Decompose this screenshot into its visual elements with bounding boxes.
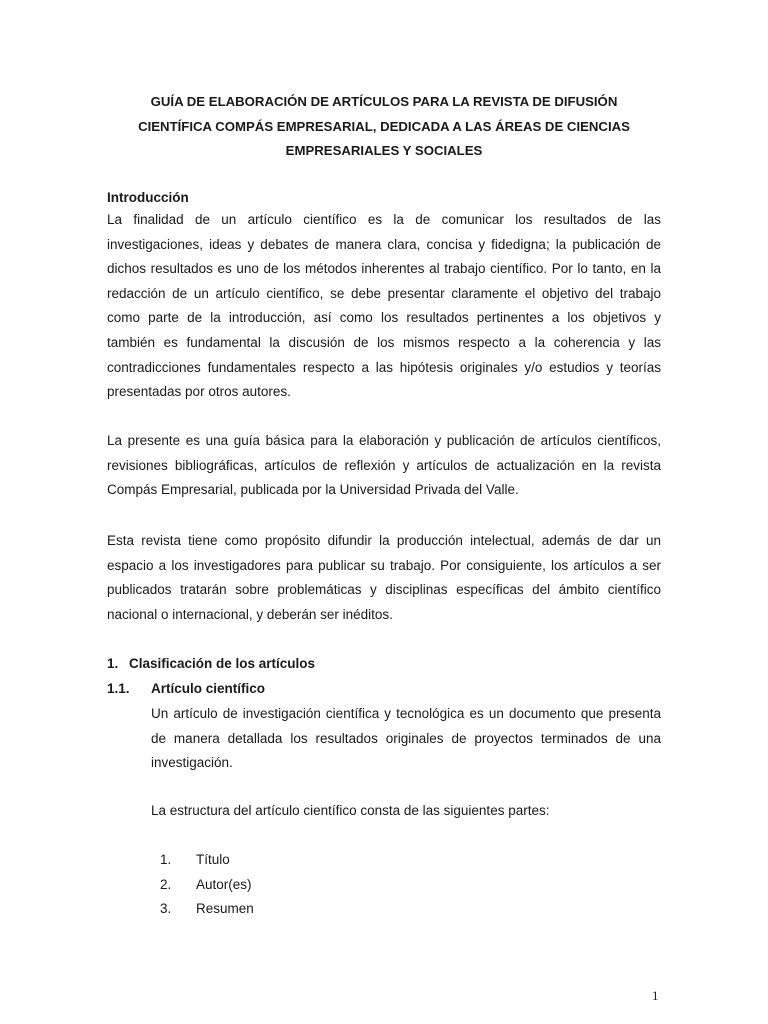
paragraph-line: también es fundamental la discusión de los mismos respecto a la coherencia y las [107, 334, 661, 350]
page-number: 1 [652, 988, 659, 1003]
paragraph-line: investigaciones, ideas y debates de manera clara, concisa y fidedigna; la publicación de [107, 236, 661, 252]
intro-heading: Introducción [107, 190, 189, 205]
title-line: GUÍA DE ELABORACIÓN DE ARTÍCULOS PARA LA REVISTA DE DIFUSIÓN [150, 94, 618, 109]
title-line: CIENTÍFICA COMPÁS EMPRESARIAL, DEDICADA A LAS ÁREAS DE CIENCIAS [138, 118, 630, 134]
paragraph-line: presentadas por otros autores. [107, 384, 291, 400]
paragraph-line: publicados tratarán sobre problemáticas y disciplinas específicas del ámbito científico [107, 582, 661, 598]
intro-paragraph-2 [107, 429, 661, 503]
paragraph-line: nacional o internacional, y deberán ser inéditos. [107, 606, 393, 622]
intro-paragraph-1 [107, 208, 661, 405]
section-1-heading: Clasificación de los artículos [129, 656, 316, 671]
section-1-number: 1. [107, 656, 119, 671]
paragraph-line: Un artículo de investigación científica y tecnológica es un documento que presenta [151, 706, 661, 721]
paragraph-line: espacio a los investigadores para publicar su trabajo. Por consiguiente, los artículos a ser [107, 557, 661, 573]
section-1-1-number: 1.1. [107, 681, 130, 696]
intro-paragraph-3 [107, 529, 661, 627]
paragraph-line: La finalidad de un artículo científico es la de comunicar los resultados de las [107, 212, 661, 227]
section-1-1-heading: Artículo científico [151, 681, 266, 696]
paragraph-line: de manera detallada los resultados originales de proyectos terminados de una [151, 730, 661, 746]
paragraph-line: redacción de un artículo científico, se debe presentar claramente el objetivo del trabajo [107, 285, 661, 301]
list-item-number: 1. [160, 852, 172, 867]
section-1-1-paragraph [151, 702, 661, 776]
paragraph-line: La presente es una guía básica para la elaboración y publicación de artículos científicos, [107, 433, 661, 448]
structure-intro: La estructura del artículo científico consta de las siguientes partes: [151, 803, 550, 818]
list-item-number: 3. [160, 901, 172, 916]
paragraph-line: como parte de la introducción, así como los resultados pertinentes a los objetivos y [107, 310, 661, 326]
paragraph-line: revisiones bibliográficas, artículos de reflexión y artículos de actualización en la revista [107, 457, 661, 473]
paragraph-line: Compás Empresarial, publicada por la Universidad Privada del Valle. [107, 482, 519, 498]
paragraph-line: investigación. [151, 755, 233, 771]
paragraph-line: contradicciones fundamentales respecto a las hipótesis originales y/o estudios y teorías [107, 359, 661, 375]
paragraph-line: Esta revista tiene como propósito difundir la producción intelectual, además de dar un [107, 533, 661, 548]
list-item-label: Resumen [196, 901, 254, 916]
list-item-label: Autor(es) [196, 877, 252, 892]
list-item-label: Título [196, 852, 230, 867]
document-title [107, 90, 661, 164]
paragraph-line: dichos resultados es uno de los métodos inherentes al trabajo científico. Por lo tanto, en la [107, 261, 661, 277]
title-line: EMPRESARIALES Y SOCIALES [285, 143, 483, 158]
list-item-number: 2. [160, 877, 172, 892]
